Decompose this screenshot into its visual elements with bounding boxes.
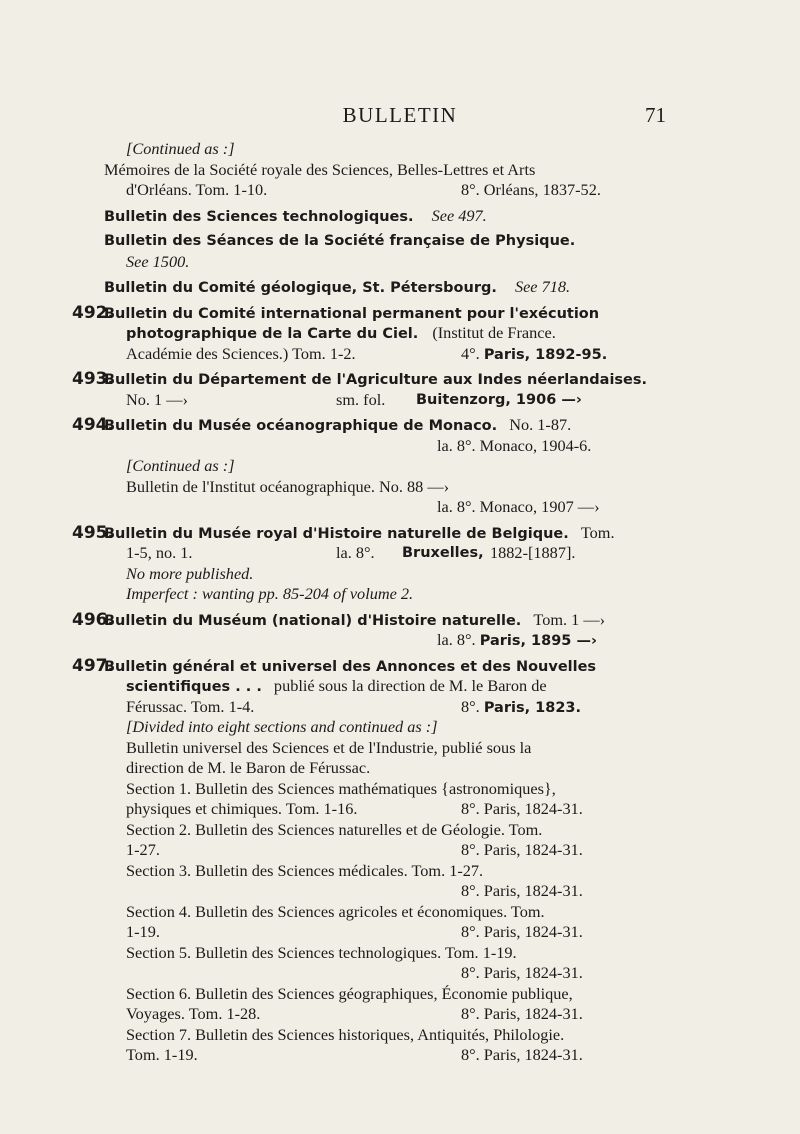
entry-imprint: 8°. Paris, 1824-31.	[461, 922, 583, 941]
entry-text: 1-5, no. 1.	[126, 543, 193, 562]
entry-line: Bulletin de l'Institut océanographique. No. 88 —›	[126, 476, 450, 496]
entry-imprint: 8°. Paris, 1824-31.	[461, 1004, 583, 1023]
entry-imprint: 8°. Paris, 1824-31.	[461, 799, 583, 818]
running-head: BULLETIN	[342, 103, 458, 127]
entry-imprint: 8°. Paris, 1824-31.	[461, 840, 583, 859]
note: Imperfect : wanting pp. 85-204 of volume 2.	[126, 584, 414, 603]
see-reference: See 718.	[514, 277, 571, 296]
entry-imprint: 8°. Paris, 1824-31.	[461, 1045, 583, 1064]
entry-title: Bulletin des Sciences technologiques.	[104, 208, 414, 225]
place-date: Paris, 1892-95.	[483, 346, 608, 363]
entry-text: Férussac. Tom. 1-4.	[126, 696, 255, 716]
format: 4°.	[461, 343, 480, 363]
entry-title: Bulletin du Département de l'Agriculture aux Indes néerlandaises.	[104, 372, 648, 388]
page-header	[0, 103, 800, 131]
section-line: Section 3. Bulletin des Sciences médicales. Tom. 1-27.	[126, 860, 484, 880]
entry-title: Bulletin du Comité international permanent pour l'exécution	[104, 305, 600, 322]
section-line	[104, 1004, 674, 1025]
entry-number: 492.	[72, 302, 114, 323]
entry-line	[104, 344, 674, 365]
entry-imprint: 8°. Paris, 1824-31.	[461, 963, 583, 982]
entry-line	[104, 676, 674, 697]
entry-line	[104, 697, 674, 718]
entry-line	[104, 277, 674, 298]
entry-number: 493.	[72, 369, 114, 389]
entry-title: photographique de la Carte du Ciel.	[126, 326, 419, 342]
entry-line: Bulletin universel des Sciences et de l'Industrie, publié sous la	[126, 737, 532, 757]
section-line	[104, 963, 674, 984]
entry-text: d'Orléans. Tom. 1-10.	[126, 180, 268, 199]
section-line	[104, 881, 674, 902]
entry-title: Bulletin du Musée océanographique de Monaco.	[104, 418, 498, 434]
entry-494	[72, 415, 674, 436]
entry-line: la. 8°. Monaco, 1907 —›	[437, 497, 600, 516]
note: No more published.	[126, 563, 254, 583]
continued-note: [Continued as :]	[126, 139, 235, 158]
entry-line	[104, 630, 674, 651]
entry-497	[72, 655, 674, 677]
entry-496	[72, 609, 674, 631]
continued-note: [Continued as :]	[126, 456, 235, 475]
entry-line	[104, 206, 674, 227]
entry-line	[104, 180, 674, 201]
entry-493	[72, 369, 674, 390]
entry-line	[104, 543, 674, 564]
entry-line	[104, 323, 674, 344]
entry-line: la. 8°. Monaco, 1904-6.	[437, 435, 592, 455]
entry-number: 494.	[72, 415, 114, 435]
place-date: Buitenzorg, 1906 —›	[416, 391, 582, 408]
section-line	[104, 1045, 674, 1066]
entry-title: Bulletin des Séances de la Société française de Physique.	[104, 233, 576, 249]
continued-note: [Divided into eight sections and continued as :]	[126, 717, 438, 736]
section-line: Section 6. Bulletin des Sciences géographiques, Économie publique,	[126, 983, 573, 1003]
entry-number: 496.	[72, 609, 114, 630]
section-line: Section 5. Bulletin des Sciences technologiques. Tom. 1-19.	[126, 942, 517, 962]
entry-text: 1-19.	[126, 922, 160, 941]
entry-text: Voyages. Tom. 1-28.	[126, 1004, 261, 1023]
page-number: 71	[645, 103, 666, 127]
entry-495	[72, 522, 674, 544]
place-date: Paris, 1823.	[483, 699, 582, 716]
entry-text: 1-27.	[126, 840, 160, 859]
entry-text: Tom.	[580, 522, 615, 542]
section-line	[104, 922, 674, 943]
section-line: Section 2. Bulletin des Sciences naturelles et de Géologie. Tom.	[126, 819, 543, 839]
entry-title: Bulletin du Muséum (national) d'Histoire naturelle.	[104, 612, 522, 629]
catalogue-entries	[72, 139, 674, 1066]
place: Bruxelles,	[402, 545, 484, 561]
entry-number: 495.	[72, 522, 114, 543]
entry-text: physiques et chimiques. Tom. 1-16.	[126, 799, 358, 818]
entry-imprint: 8°. Paris, 1824-31.	[461, 881, 583, 900]
section-line: Section 7. Bulletin des Sciences historiques, Antiquités, Philologie.	[126, 1024, 565, 1044]
section-line: Section 1. Bulletin des Sciences mathématiques {astronomiques},	[126, 778, 556, 798]
see-reference: See 497.	[431, 205, 487, 225]
format: la. 8°.	[336, 543, 375, 562]
format: sm. fol.	[336, 389, 386, 409]
entry-text: (Institut de France.	[432, 323, 556, 342]
section-line	[104, 840, 674, 861]
entry-text: Tom. 1-19.	[126, 1045, 198, 1064]
entry-text: No. 1-87.	[509, 415, 572, 434]
entry-imprint: 8°. Orléans, 1837-52.	[461, 180, 601, 199]
entry-line: Mémoires de la Société royale des Sciences, Belles-Lettres et Arts	[104, 159, 536, 179]
date: 1882-[1887].	[490, 543, 576, 562]
entry-text: Tom. 1 —›	[533, 609, 606, 629]
entry-title: Bulletin du Musée royal d'Histoire naturelle de Belgique.	[104, 525, 569, 542]
section-line: Section 4. Bulletin des Sciences agricoles et économiques. Tom.	[126, 901, 545, 921]
see-reference: See 1500.	[126, 251, 190, 271]
format: la. 8°.	[437, 630, 476, 649]
entry-text: publié sous la direction de M. le Baron de	[273, 676, 547, 695]
place-date: Paris, 1895 —›	[479, 633, 597, 649]
entry-text: Académie des Sciences.) Tom. 1-2.	[126, 343, 356, 363]
entry-492	[72, 302, 674, 324]
entry-text: No. 1 —›	[126, 389, 188, 409]
entry-imprint	[461, 697, 581, 719]
entry-title: scientifiques . . .	[126, 679, 262, 695]
entry-line: direction de M. le Baron de Férussac.	[126, 758, 371, 777]
entry-title: Bulletin général et universel des Annonces et des Nouvelles	[104, 658, 597, 675]
entry-title: Bulletin du Comité géologique, St. Pétersbourg.	[104, 280, 497, 296]
entry-imprint	[461, 344, 607, 366]
entry-line	[104, 390, 674, 411]
entry-number: 497.	[72, 655, 114, 676]
section-line	[104, 799, 674, 820]
format: 8°.	[461, 696, 480, 716]
